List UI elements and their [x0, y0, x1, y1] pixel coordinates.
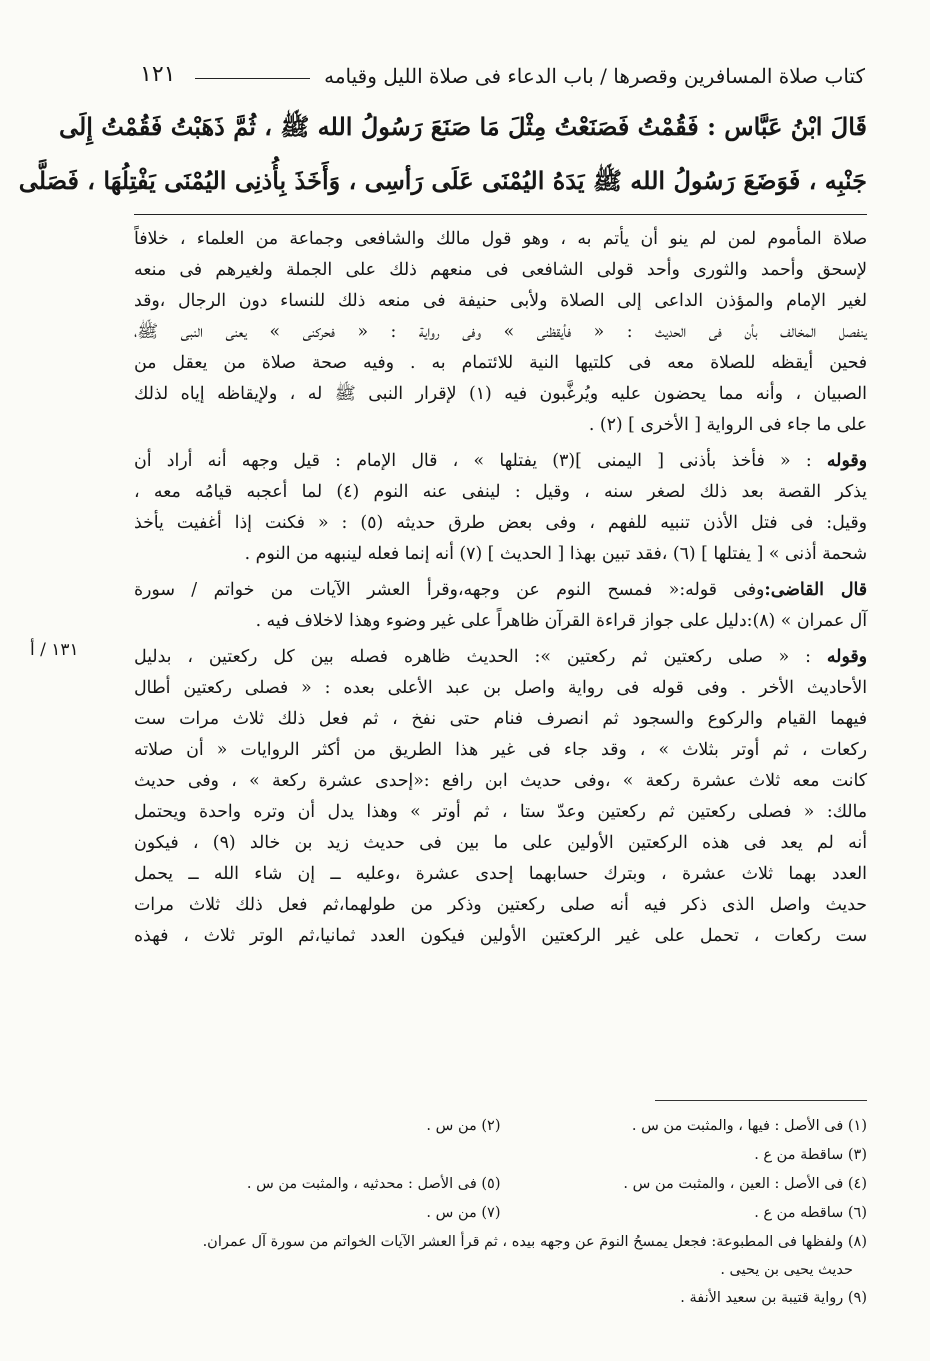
text-line: ست ركعات ، تحمل على غير الركعتين الأولين فيكون العدد ثمانيا،ثم الوتر ثلاث ، فهذه — [134, 926, 867, 946]
text-line: صلاة المأموم لمن لم ينو أن يأتم به ، وهو قول مالك والشافعى وجماعة من العلماء ، خلافاً — [134, 229, 867, 249]
footnote: (٤) فى الأصل : العين ، والمثبت من س . — [623, 1176, 867, 1192]
paragraph-lead: قال القاضى: — [764, 580, 867, 600]
footnote: (٥) فى الأصل : محدثيه ، والمثبت من س . — [246, 1176, 501, 1192]
footnote: (١) فى الأصل : فيها ، والمثبت من س . — [631, 1118, 867, 1134]
text-line: شحمة أذنى » [ يفتلها ] (٦) ،فقد تبين بهذا [ الحديث ] (٧) أنه إنما فعله لينبهه من النوم . — [244, 544, 867, 564]
text-line: ينفصل المخالف بأن فى الحديث : « فأيقظنى » وفى رواية : « فحركنى » يعنى النبى ﷺ، — [134, 322, 867, 342]
matn-rule — [134, 214, 867, 215]
footnote: (٦) ساقطه من ع . — [754, 1205, 867, 1221]
matn-text — [18, 100, 867, 208]
header-rule — [195, 78, 310, 79]
page-number: ١٢١ — [140, 62, 176, 87]
text-run: : « فأخذ بأذنى [ اليمنى ](٣) يفتلها » ، قال الإمام : قيل وجهه أنه أراد أن — [134, 451, 827, 471]
matn-line: قَالَ ابْنُ عَبَّاس : فَقُمْتُ فَصَنَعْتُ مِثْلَ مَا صَنَعَ رَسُولُ الله ﷺ ، ثُمَّ ذَهَبْتُ فَقُمْتُ إِلَى — [58, 112, 867, 141]
text-line: يذكر القصة بعد ذلك لصغر سنه ، وقيل : لينفى عنه النوم (٤) لما أعجبه قيامُه معه ، — [134, 482, 867, 502]
running-title: كتاب صلاة المسافرين وقصرها / باب الدعاء فى صلاة الليل وقيامه — [324, 64, 865, 88]
commentary-paragraph — [134, 575, 867, 637]
commentary-paragraph — [134, 642, 867, 952]
footnote: (٧) من س . — [426, 1205, 501, 1221]
text-line: العدد بهما ثلاث عشرة ، وبترك حسابهما إحدى عشرة ،وعليه ــ إن شاء الله ــ يحمل — [134, 864, 867, 884]
paragraph-lead: وقوله — [826, 647, 867, 667]
text-line: فيهما القيام والركوع والسجود ثم انصرف فنام حتى نفخ ، ثم فعل ذلك ثلاث مرات ست — [134, 709, 867, 729]
text-run: وفى قوله:« فمسح النوم عن وجهه،وقرأ العشر الآيات من خواتم / سورة — [134, 580, 765, 600]
text-line: ركعات ، ثم أوتر بثلاث » ، وقد جاء فى غير هذا الطريق من أكثر الروايات « أن صلاته — [134, 740, 867, 760]
footnote: (٩) رواية قتيبة بن سعيد الأنفة . — [680, 1290, 867, 1306]
text-line: وقيل: فى فتل الأذن تنبيه للفهم ، وفى بعض طرق حديثه (٥) : « فكنت إذا أغفيت يأخذ — [134, 513, 867, 533]
page-header — [140, 60, 865, 100]
text-line: حديث واصل الذى ذكر فيه أنه صلى ركعتين وذكر من طولهما،ثم فعل ذلك ثلاث مرات — [134, 895, 867, 915]
text-line: أنه لم يعد فى هذه الركعتين الأولين على ما بين فى حديث زيد بن خالد (٩) ، فيكون — [134, 833, 867, 853]
commentary-paragraph — [134, 446, 867, 570]
footnote-rule — [655, 1100, 867, 1101]
text-line — [134, 446, 867, 477]
footnote — [134, 1141, 501, 1170]
footnote: (٢) من س . — [426, 1118, 501, 1134]
footnote-row — [134, 1170, 867, 1199]
text-line: آل عمران » (٨):دليل على جواز قراءة القرآن ظاهراً على غير وضوء وهذا لاخلاف فيه . — [255, 611, 867, 631]
paragraph-lead: وقوله — [826, 451, 867, 471]
text-line: مالك: « فصلى ركعتين ثم ركعتين وعدّ ستا ، ثم أوتر » وهذا يدل أن وتره واحدة ويحتمل — [134, 802, 867, 822]
text-line: الصبيان ، وأنه مما يحضون عليه ويُرغَّبون فيه (١) لإقرار النبى ﷺ له ، ولإيقاظه إياه لذلك — [134, 384, 867, 404]
commentary-paragraph — [134, 224, 867, 441]
text-line: فحين أيقظه للصلاة معه فى كلتيها النية للائتمام به . وفيه صحة صلاة من يعقل من — [134, 353, 867, 373]
footnote: (٨) ولفظها فى المطبوعة: فجعل يمسحُ النومَ عن وجهه بيده ، ثم قرأ العشر الآيات الخواتم من سورة آل عمران. — [202, 1234, 867, 1250]
footnotes — [134, 1112, 867, 1312]
text-line: لإسحق وأحمد والثورى وأحد قولى الشافعى فى منعهم ذلك على الجملة ولغيرهم فى منعه — [134, 260, 867, 280]
footnote-continuation: حديث يحيى بن يحيى . — [720, 1262, 853, 1278]
text-line: كانت معه ثلاث عشرة ركعة » ،وفى حديث ابن رافع :«إحدى عشرة ركعة » ، وفى حديث — [134, 771, 867, 791]
text-line — [134, 575, 867, 606]
footnote-row — [134, 1141, 867, 1170]
matn-line: جَنْبِه ، فَوَضَعَ رَسُولُ الله ﷺ يَدَهُ اليُمْنَى عَلَى رَأسِى ، وَأَخَذَ بِأُذنِى اليُمْنَى يَفْتِلُهَا ، فَصَلَّى — [18, 166, 867, 195]
margin-folio-note: ١٣١ / أ — [30, 640, 79, 660]
footnote-row — [134, 1112, 867, 1141]
commentary — [134, 224, 867, 957]
text-line — [134, 642, 867, 673]
footnote: (٣) ساقطة من ع . — [754, 1147, 867, 1163]
text-line: الأحاديث الأخر . وفى قوله فى رواية واصل بن عبد الأعلى بعده : « فصلى ركعتين أطال — [134, 678, 867, 698]
footnote-row — [134, 1199, 867, 1228]
text-run: : « صلى ركعتين ثم ركعتين »: الحديث ظاهره فصله بين كل ركعتين ، بدليل — [134, 647, 827, 667]
text-line: على ما جاء فى الرواية [ الأخرى ] (٢) . — [588, 415, 867, 435]
text-line: لغير الإمام والمؤذن الداعى إلى الصلاة ولأبى حنيفة فى منعه ذلك للنساء دون الرجال ،وقد — [134, 291, 867, 311]
